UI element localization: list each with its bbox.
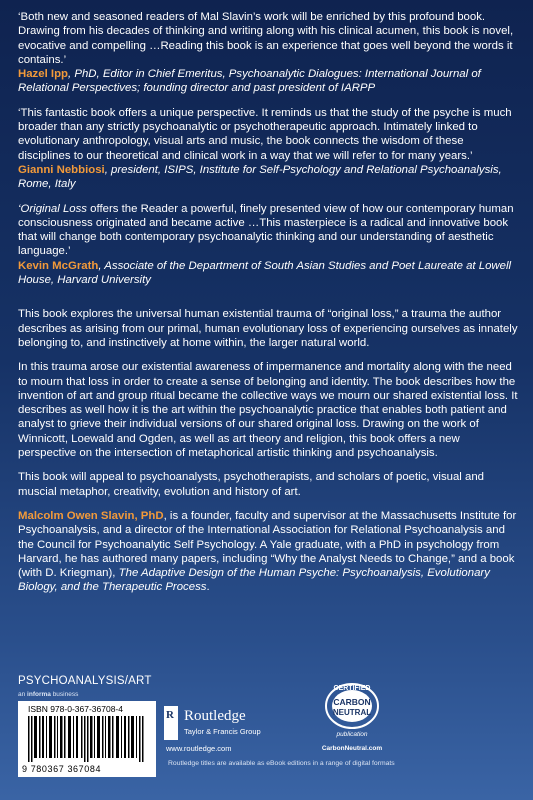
author-name: Malcolm Owen Slavin, PhD [18,509,164,522]
publisher-subtitle: Taylor & Francis Group [184,727,261,736]
endorser-affiliation-3: , Associate of the Department of South Asian Studies and Poet Laureate at Lowell House, Harvard University [18,259,512,287]
subject-category: PSYCHOANALYSIS/ART [18,675,152,687]
ebook-footnote: Routledge titles are available as eBook editions in a range of digital formats [168,760,395,767]
publisher-logo [164,706,294,754]
author-bio [18,509,518,595]
endorsement-attribution-2 [18,163,518,192]
description-paragraph-1: This book explores the universal human existential trauma of “original loss,” a trauma the author describes as arising from our primal, human evolutionary loss of experiencing ourselves as innately belonging to, and instinctively at home within, the larger natural world. [18,308,518,349]
book-description [18,307,518,594]
endorsement-attribution-1 [18,67,518,96]
endorsement-quote-3 [18,202,518,259]
description-paragraph-2: In this trauma arose our existential awareness of impermanence and mortality along with the need to mourn that loss in order to create a sense of belonging and identity. The book describes how the invention of art and group ritual became the collective ways we mourn our shared existential loss. It describes as well how it is the art within the psychoanalytic practice that enables both patient and analyst to grieve their individual versions of our shared original loss. Drawing on the work of Winnicott, Loewald and Ogden, as well as art theory and religion, this book offers a new perspective on the intersection of metaphorical artistic thinking and psychoanalysis. [18,361,518,460]
author-bio-end: . [206,581,210,594]
routledge-logo-letter: R [166,709,174,721]
back-cover-content [18,10,518,605]
certified-middle2-text: NEUTRAL [332,708,372,717]
endorsement-quote-2: ‘This fantastic book offers a unique perspective. It reminds us that the study of the psyche is much broader than any strictly psychoanalytic or psychotherapeutic approach. Intimately linked to evolutionary anthropology, visual arts and music, the book connects the wisdom of these disciplines to our theoretical and clinical work in a way that we will refer to for many years.’ [18,106,512,162]
routledge-logo-icon [164,706,178,740]
endorsement-quote-1: ‘Both new and seasoned readers of Mal Slavin’s work will be enriched by this profound book. Drawing from his decades of thinking and writing along with his clinical acumen, this book is novel, evocative and compelling …Reading this book is an experience that goes well beyond the words it contains.’ [18,11,514,66]
certified-middle1-text: CARBON [333,697,371,707]
informa-brand: informa [27,691,51,698]
description-paragraph-3: This book will appeal to psychoanalysts, psychotherapists, and scholars of poetic, visual and muscial metaphor, creativity, evolution and history of art. [18,471,485,498]
endorser-name-3: Kevin McGrath [18,259,99,272]
publisher-name: Routledge [184,708,246,724]
endorser-name-1: Hazel Ipp [18,68,69,81]
endorser-affiliation-2: , president, ISIPS, Institute for Self-Psychology and Relational Psychoanalysis, Rome, Italy [18,163,502,191]
barcode-number: 9 780367 367084 [22,764,102,774]
author-book-title: The Adaptive Design of the Human Psyche: Psychoanalysis, Evolutionary Biology, and the Therapeutic Process [18,567,490,594]
author-bio-text: , is a founder, faculty and supervisor at the Massachusetts Institute for Psychoanalysis, and a director of the International Association for Relational Psychoanalysis and the Council for Psychoanalytic Self Psychology. A Yale graduate, with a PhD in psychology from Harvard, he has authored many papers, including “Why the Analyst Needs to Change,” and a book (with D. Kriegman), [18,509,517,580]
publisher-url: www.routledge.com [166,744,232,753]
carbon-neutral-certified-icon [312,680,392,755]
certified-top-text: CERTIFIED [333,685,371,692]
informa-suffix: business [50,691,79,698]
barcode-icon [28,716,148,762]
certified-bottom-text: publication [336,731,368,738]
endorsement-quote-3-text: offers the Reader a powerful, finely presented view of how our contemporary human consciousness originated and became active …This masterpiece is a radical and innovative book that will change both contemporary psychoanalytic thinking and our understanding of aesthetic language.’ [18,202,514,258]
certified-url-text: CarbonNeutral.com [321,745,383,752]
isbn-barcode [18,701,156,777]
book-title-italic: ‘Original Loss [18,202,88,215]
endorsement-attribution-3 [18,259,518,288]
isbn-text: ISBN 978-0-367-36708-4 [28,704,123,714]
endorser-name-2: Gianni Nebbiosi [18,163,105,176]
informa-business-label [18,691,78,698]
endorser-affiliation-1: , PhD, Editor in Chief Emeritus, Psychoanalytic Dialogues: International Journal of Relational Perspectives; founding director and past president of IARPP [18,68,481,95]
informa-prefix: an [18,691,28,698]
